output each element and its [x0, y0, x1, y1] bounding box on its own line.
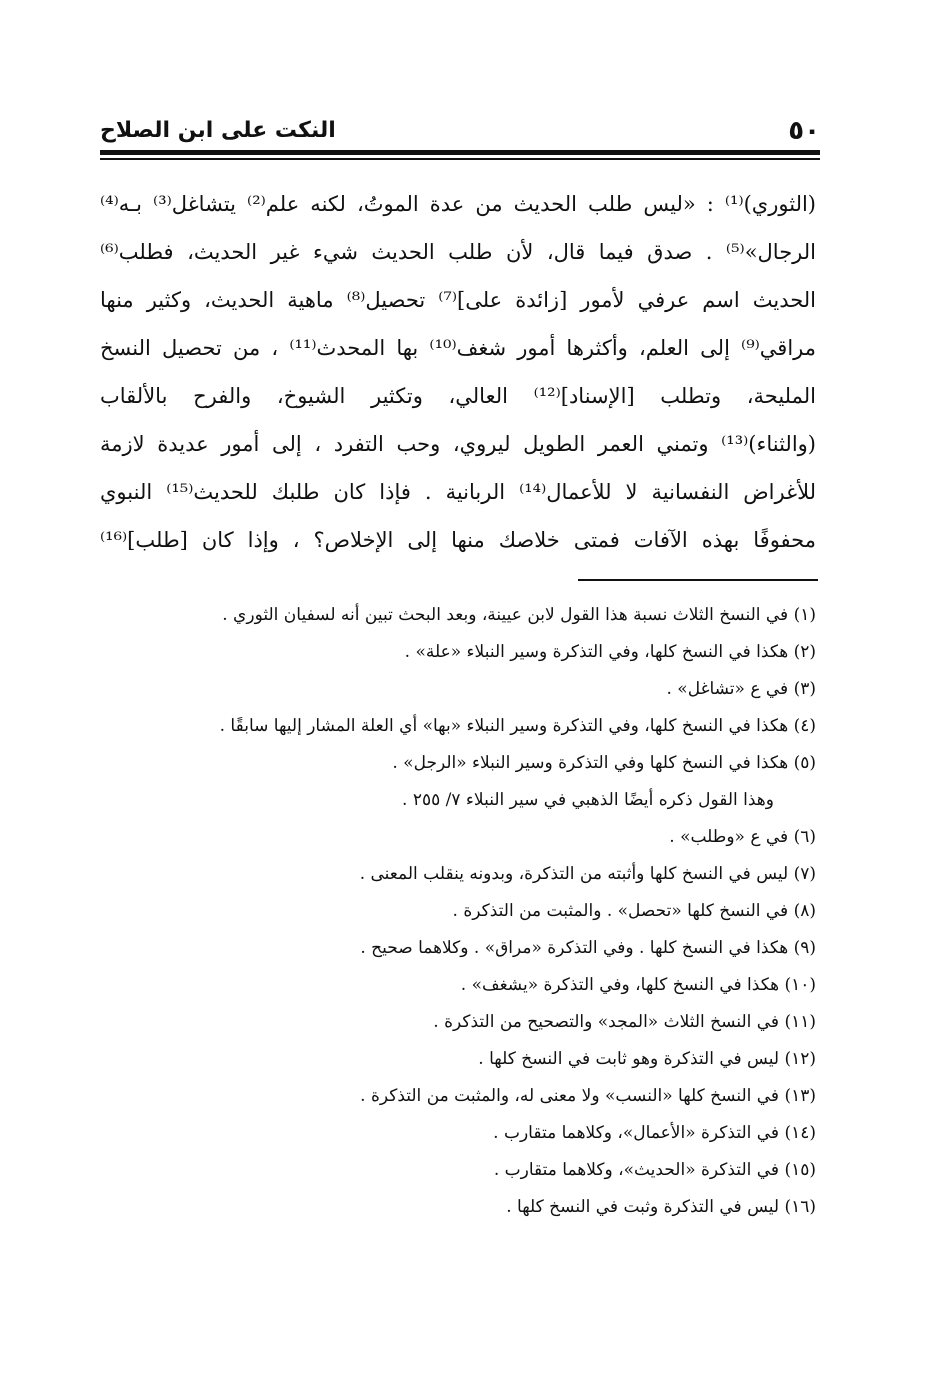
text-line: للأغراض النفسانية لا للأعمال⁽¹⁴⁾ الربانية . فإذا كان طلبك للحديث⁽¹⁵⁾ النبوي	[100, 480, 816, 504]
text-line: (الثوري)⁽¹⁾ : «ليس طلب الحديث من عدة الموتُ، لكنه علم⁽²⁾ يتشاغل⁽³⁾ بـه⁽⁴⁾	[100, 192, 816, 216]
text-line: محفوفًا بهذه الآفات فمتى خلاصك منها إلى الإخلاص؟ ، وإذا كان [طلب]⁽¹⁶⁾	[100, 528, 816, 552]
footnote: (٤) هكذا في النسخ كلها، وفي التذكرة وسير النبلاء «بها» أي العلة المشار إليها سابقًا .	[219, 716, 816, 736]
text-line: (والثناء)⁽¹³⁾ وتمني العمر الطويل ليروي، وحب التفرد ، إلى أمور عديدة لازمة	[100, 432, 816, 456]
footnote: (١٥) في التذكرة «الحديث»، وكلاهما متقارب .	[493, 1160, 816, 1180]
main-text	[100, 180, 816, 564]
footnote-separator	[578, 579, 818, 581]
footnote: (٢) هكذا في النسخ كلها، وفي التذكرة وسير النبلاء «علة» .	[404, 642, 816, 662]
footnote: (١٠) هكذا في النسخ كلها، وفي التذكرة «يشغف» .	[460, 975, 816, 995]
footnote: (٦) في ع «وطلب» .	[669, 827, 816, 847]
running-title: النكت على ابن الصلاح	[100, 118, 336, 143]
footnote: (٧) ليس في النسخ كلها وأثبته من التذكرة، وبدونه ينقلب المعنى .	[359, 864, 816, 884]
text-line: مراقي⁽⁹⁾ إلى العلم، وأكثرها أمور شغف⁽¹⁰⁾ بها المحدث⁽¹¹⁾ ، من تحصيل النسخ	[100, 336, 816, 360]
footnotes	[100, 597, 816, 1226]
footnote: (١٤) في التذكرة «الأعمال»، وكلاهما متقارب .	[493, 1123, 816, 1143]
header-rule-thin	[100, 158, 820, 160]
footnote: (١١) في النسخ الثلاث «المجد» والتصحيح من التذكرة .	[433, 1012, 816, 1032]
footnote: (٩) هكذا في النسخ كلها . وفي التذكرة «مراق» . وكلاهما صحيح .	[360, 938, 816, 958]
footnote: (٣) في ع «تشاغل» .	[666, 679, 816, 699]
text-line: الرجال»⁽⁵⁾ . صدق فيما قال، لأن طلب الحديث شيء غير الحديث، فطلب⁽⁶⁾	[100, 240, 816, 264]
page-header	[100, 112, 820, 152]
footnote: (٨) في النسخ كلها «تحصل» . والمثبت من التذكرة .	[452, 901, 816, 921]
text-line: الحديث اسم عرفي لأمور [زائدة على]⁽⁷⁾ تحصيل⁽⁸⁾ ماهية الحديث، وكثير منها	[100, 288, 816, 312]
text-line: المليحة، وتطلب [الإسناد]⁽¹²⁾ العالي، وتكثير الشيوخ، والفرح بالألقاب	[100, 384, 816, 408]
footnote: (١٣) في النسخ كلها «النسب» ولا معنى له، والمثبت من التذكرة .	[360, 1086, 816, 1106]
header-rule-thick	[100, 150, 820, 155]
footnote: (١) في النسخ الثلاث نسبة هذا القول لابن عيينة، وبعد البحث تبين أنه لسفيان الثوري .	[222, 605, 816, 625]
page-number: ٥٠	[788, 116, 820, 146]
footnote: (١٦) ليس في التذكرة وثبت في النسخ كلها .	[506, 1197, 816, 1217]
footnote: (٥) هكذا في النسخ كلها وفي التذكرة وسير النبلاء «الرجل» .	[392, 753, 816, 773]
footnote: (١٢) ليس في التذكرة وهو ثابت في النسخ كلها .	[478, 1049, 816, 1069]
footnote-continuation: وهذا القول ذكره أيضًا الذهبي في سير النبلاء ٧/ ٢٥٥ .	[402, 790, 774, 810]
